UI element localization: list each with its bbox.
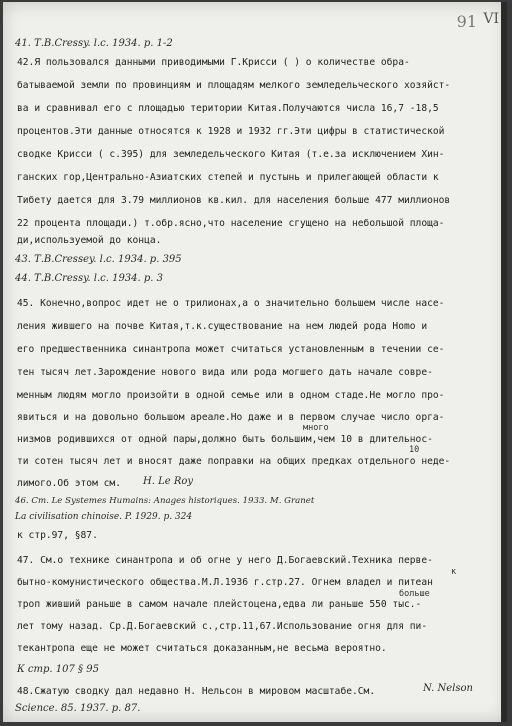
note-47-line-3: троп живший раньше в самом начале плейстоцена,едва ли раньше 550 тыс.-	[17, 599, 422, 610]
page-edge-shadow	[501, 2, 507, 722]
note-45-line-3: его предшественника синантропа может считаться установленным в течении се-	[17, 344, 445, 355]
note-42-line-3: ва и сравнивал его с площадью територии Китая.Получаются числа 16,7 -18,5	[17, 103, 439, 114]
insertion-mnogo: много	[303, 423, 329, 433]
footnote-44-handwritten: 44. Т.В.Cressy. l.c. 1934. p. 3	[15, 273, 164, 284]
note-42-line-5: сводке Крисси ( с.395) для земледельческого Китая (т.е.за исключением Хин-	[17, 149, 445, 160]
note-47-line-2: бытно-комунистического общества.М.Л.1936 г.стр.27. Огнем владел и питеан	[17, 577, 433, 588]
corner-mark: VI	[483, 11, 499, 27]
note-45-line-9: лимого.Об этом см.	[17, 478, 121, 489]
handwritten-le-roy: H. Le Roy	[143, 476, 194, 487]
insertion-k: к	[451, 567, 457, 577]
footnote-43-handwritten: 43. Т.В.Cressey. l.c. 1934. p. 395	[15, 254, 182, 265]
note-47-line-5: текантропа еще не может считаться доказанным,не весьма вероятно.	[17, 643, 387, 654]
handwritten-nelson: N. Nelson	[423, 683, 473, 694]
note-42-line-1: 42.Я пользовался данными приводимыми Г.Крисси ( ) о количестве обра-	[17, 57, 410, 68]
note-45-line-7: низмов родившихся от одной пары,должно быть большим,чем 10 в длительнос-	[17, 434, 433, 445]
note-47-line-1: 47. См.о технике синантропа и об огне у него Д.Богаевский.Техника перве-	[17, 555, 433, 566]
document-page	[3, 2, 507, 722]
footnote-46-handwritten: 46. Cm. Le Systemes Humains: Anages historiques. 1933. M. Granet	[15, 496, 315, 506]
handwritten-science-ref: Science. 85. 1937. p. 87.	[15, 703, 141, 714]
footnote-41-handwritten: 41. Т.В.Cressy. l.c. 1934. p. 1-2	[15, 38, 173, 49]
note-42-line-9: ди,используемой до конца.	[17, 235, 162, 246]
note-45-line-6: явиться и на довольно большом ареале.Но даже и в первом случае число орга-	[17, 412, 445, 423]
note-45-line-8: ти сотен тысяч лет и вносят даже поправки на общих предках отдельного неде-	[17, 456, 451, 467]
note-42-line-2: батываемой земли по провинциям и площадям мелкого земледельческого хозяйст-	[17, 80, 451, 91]
insertion-bolshe: больше	[399, 589, 430, 599]
note-45-line-2: ления жившего на почве Китая,т.к.существование на нем людей рода Homo и	[17, 321, 428, 332]
note-42-line-6: ганских гор,Центрально-Азиатских степей и пустынь и прилегающей области к	[17, 172, 439, 183]
superscript-ten: 10	[409, 445, 420, 455]
note-46-page-ref: к стр.97, §87.	[17, 530, 98, 541]
footnote-46b-handwritten: La civilisation chinoise. P. 1929. p. 324	[15, 512, 193, 522]
note-42-line-7: Тибету дается для 3.79 миллионов кв.кил. для населения больше 477 миллионов	[17, 195, 451, 206]
note-45-line-5: менным людям могло произойти в одной семье или в одном стаде.Не могло про-	[17, 390, 445, 401]
note-45-line-4: тен тысяч лет.Зарождение нового вида или рода могшего дать начале совре-	[17, 367, 433, 378]
handwritten-page-ref: К стр. 107 § 95	[17, 664, 99, 675]
note-45-line-1: 45. Конечно,вопрос идет не о трилионах,а о значительно большем числе насе-	[17, 298, 445, 309]
note-42-line-4: процентов.Эти данные относятся к 1928 и 1932 гг.Эти цифры в статистической	[17, 126, 445, 137]
note-47-line-4: лет тому назад. Ср.Д.Богаевский с.,стр.11,67.Использование огня для пи-	[17, 621, 428, 632]
page-number: 91	[456, 12, 477, 31]
note-48-line-1: 48.Сжатую сводку дал недавно Н. Нельсон в мировом масштабе.См.	[17, 686, 376, 697]
note-42-line-8: 22 процента площади.) т.обр.ясно,что население сгущено на небольшой площа-	[17, 218, 445, 229]
